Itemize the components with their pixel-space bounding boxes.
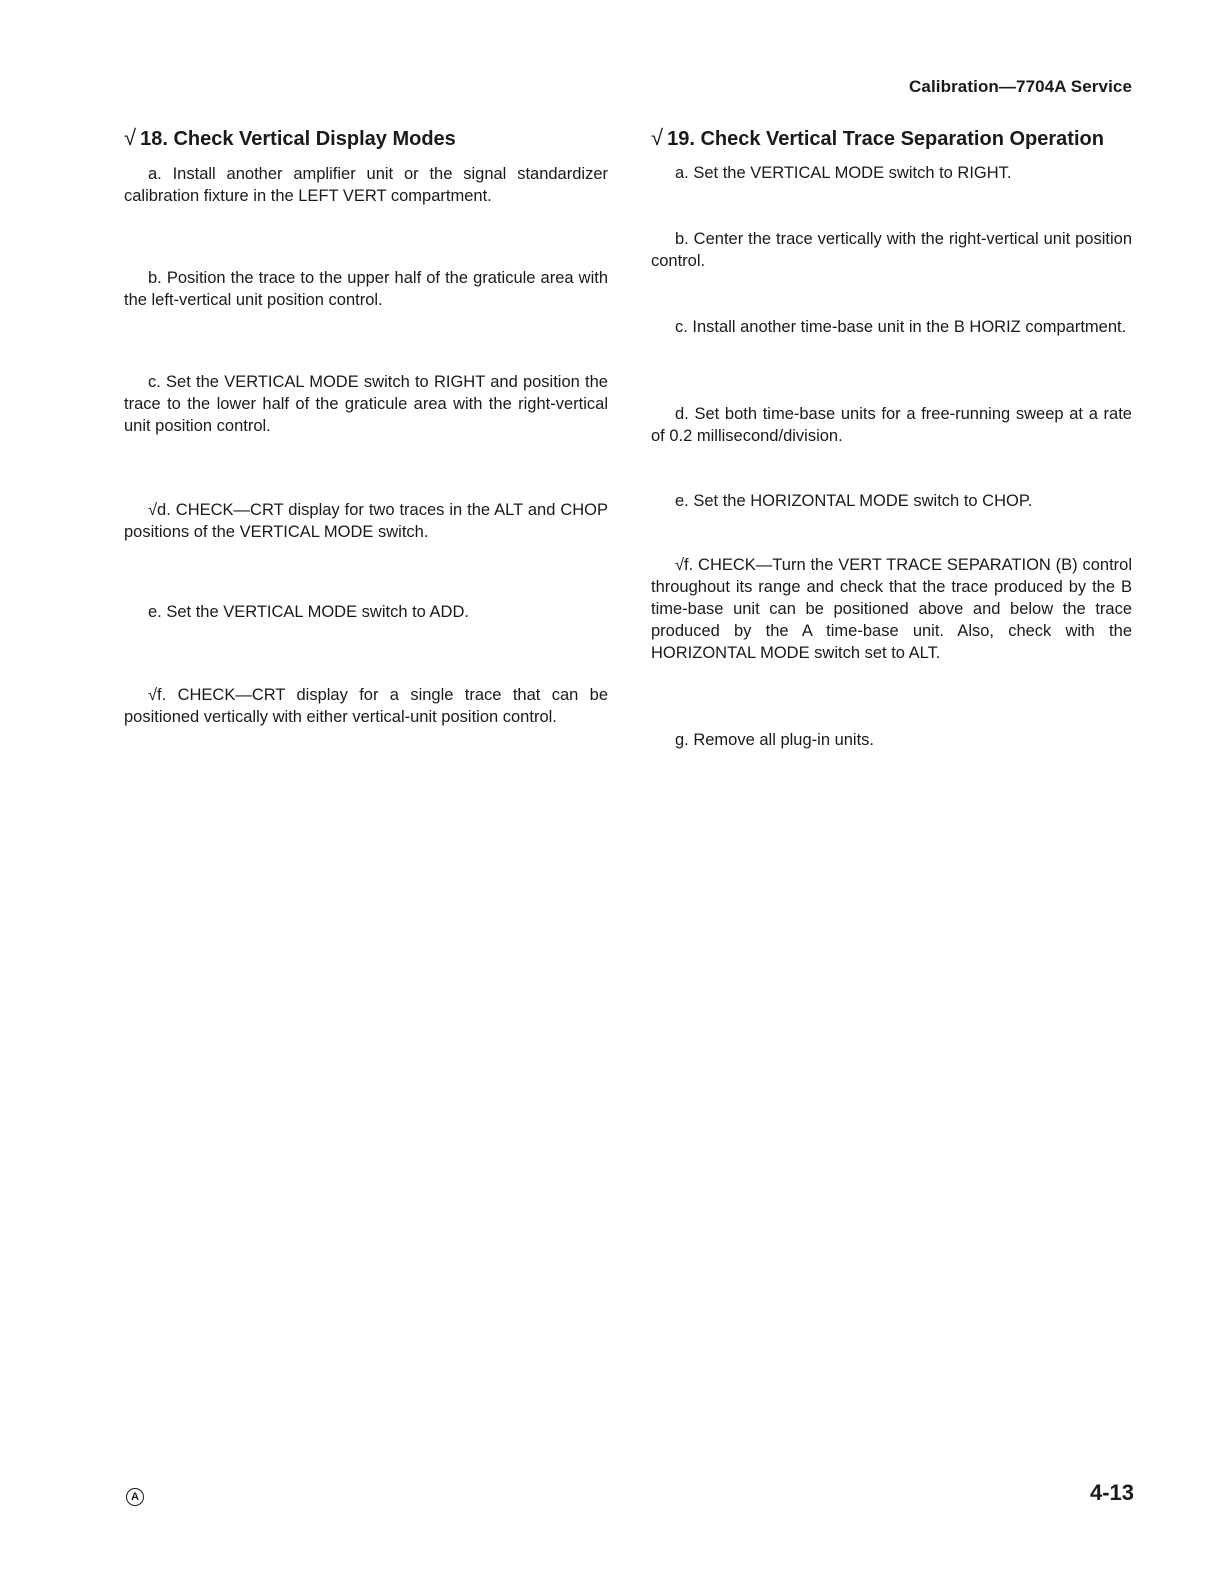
step-19-title: √ 19. Check Vertical Trace Separation Operation — [651, 125, 1104, 150]
right-column — [651, 125, 1132, 749]
page-number: 4-13 — [1089, 1480, 1134, 1505]
step-19-f: √f. CHECK—Turn the VERT TRACE SEPARATION (B) control throughout its range and check that the trace produced by the B time-base unit can be positioned above and below the trace produced by the A time-base unit. Also, check with the HORIZONTAL MODE switch set to ALT. — [651, 556, 1132, 662]
checkmark-icon: √ — [124, 125, 137, 150]
step-18-d: √d. CHECK—CRT display for two traces in the ALT and CHOP positions of the VERTICAL MODE switch. — [124, 501, 608, 541]
revision-mark-icon: A — [126, 1488, 144, 1506]
step-18-e: e. Set the VERTICAL MODE switch to ADD. — [148, 603, 469, 621]
running-header: Calibration—7704A Service — [909, 77, 1132, 96]
step-19-c: c. Install another time-base unit in the B HORIZ compartment. — [675, 318, 1127, 336]
step-18-b: b. Position the trace to the upper half of the graticule area with the left-vertical unit position control. — [124, 269, 608, 309]
checkmark-icon: √ — [651, 125, 664, 150]
left-column — [124, 125, 608, 726]
step-18-title: √ 18. Check Vertical Display Modes — [124, 125, 456, 150]
step-19-e: e. Set the HORIZONTAL MODE switch to CHOP. — [675, 492, 1033, 510]
step-18-c: c. Set the VERTICAL MODE switch to RIGHT and position the trace to the lower half of the graticule area with the right-vertical unit position control. — [124, 373, 608, 435]
step-18-f: √f. CHECK—CRT display for a single trace that can be positioned vertically with either vertical-unit position control. — [124, 686, 608, 726]
step-18-a: a. Install another amplifier unit or the signal standardizer calibration fixture in the LEFT VERT compartment. — [124, 165, 608, 205]
step-19-d: d. Set both time-base units for a free-running sweep at a rate of 0.2 millisecond/division. — [651, 405, 1132, 445]
step-19-g: g. Remove all plug-in units. — [675, 731, 875, 749]
step-19-a: a. Set the VERTICAL MODE switch to RIGHT. — [675, 164, 1012, 182]
step-19-b: b. Center the trace vertically with the right-vertical unit position control. — [651, 230, 1132, 270]
